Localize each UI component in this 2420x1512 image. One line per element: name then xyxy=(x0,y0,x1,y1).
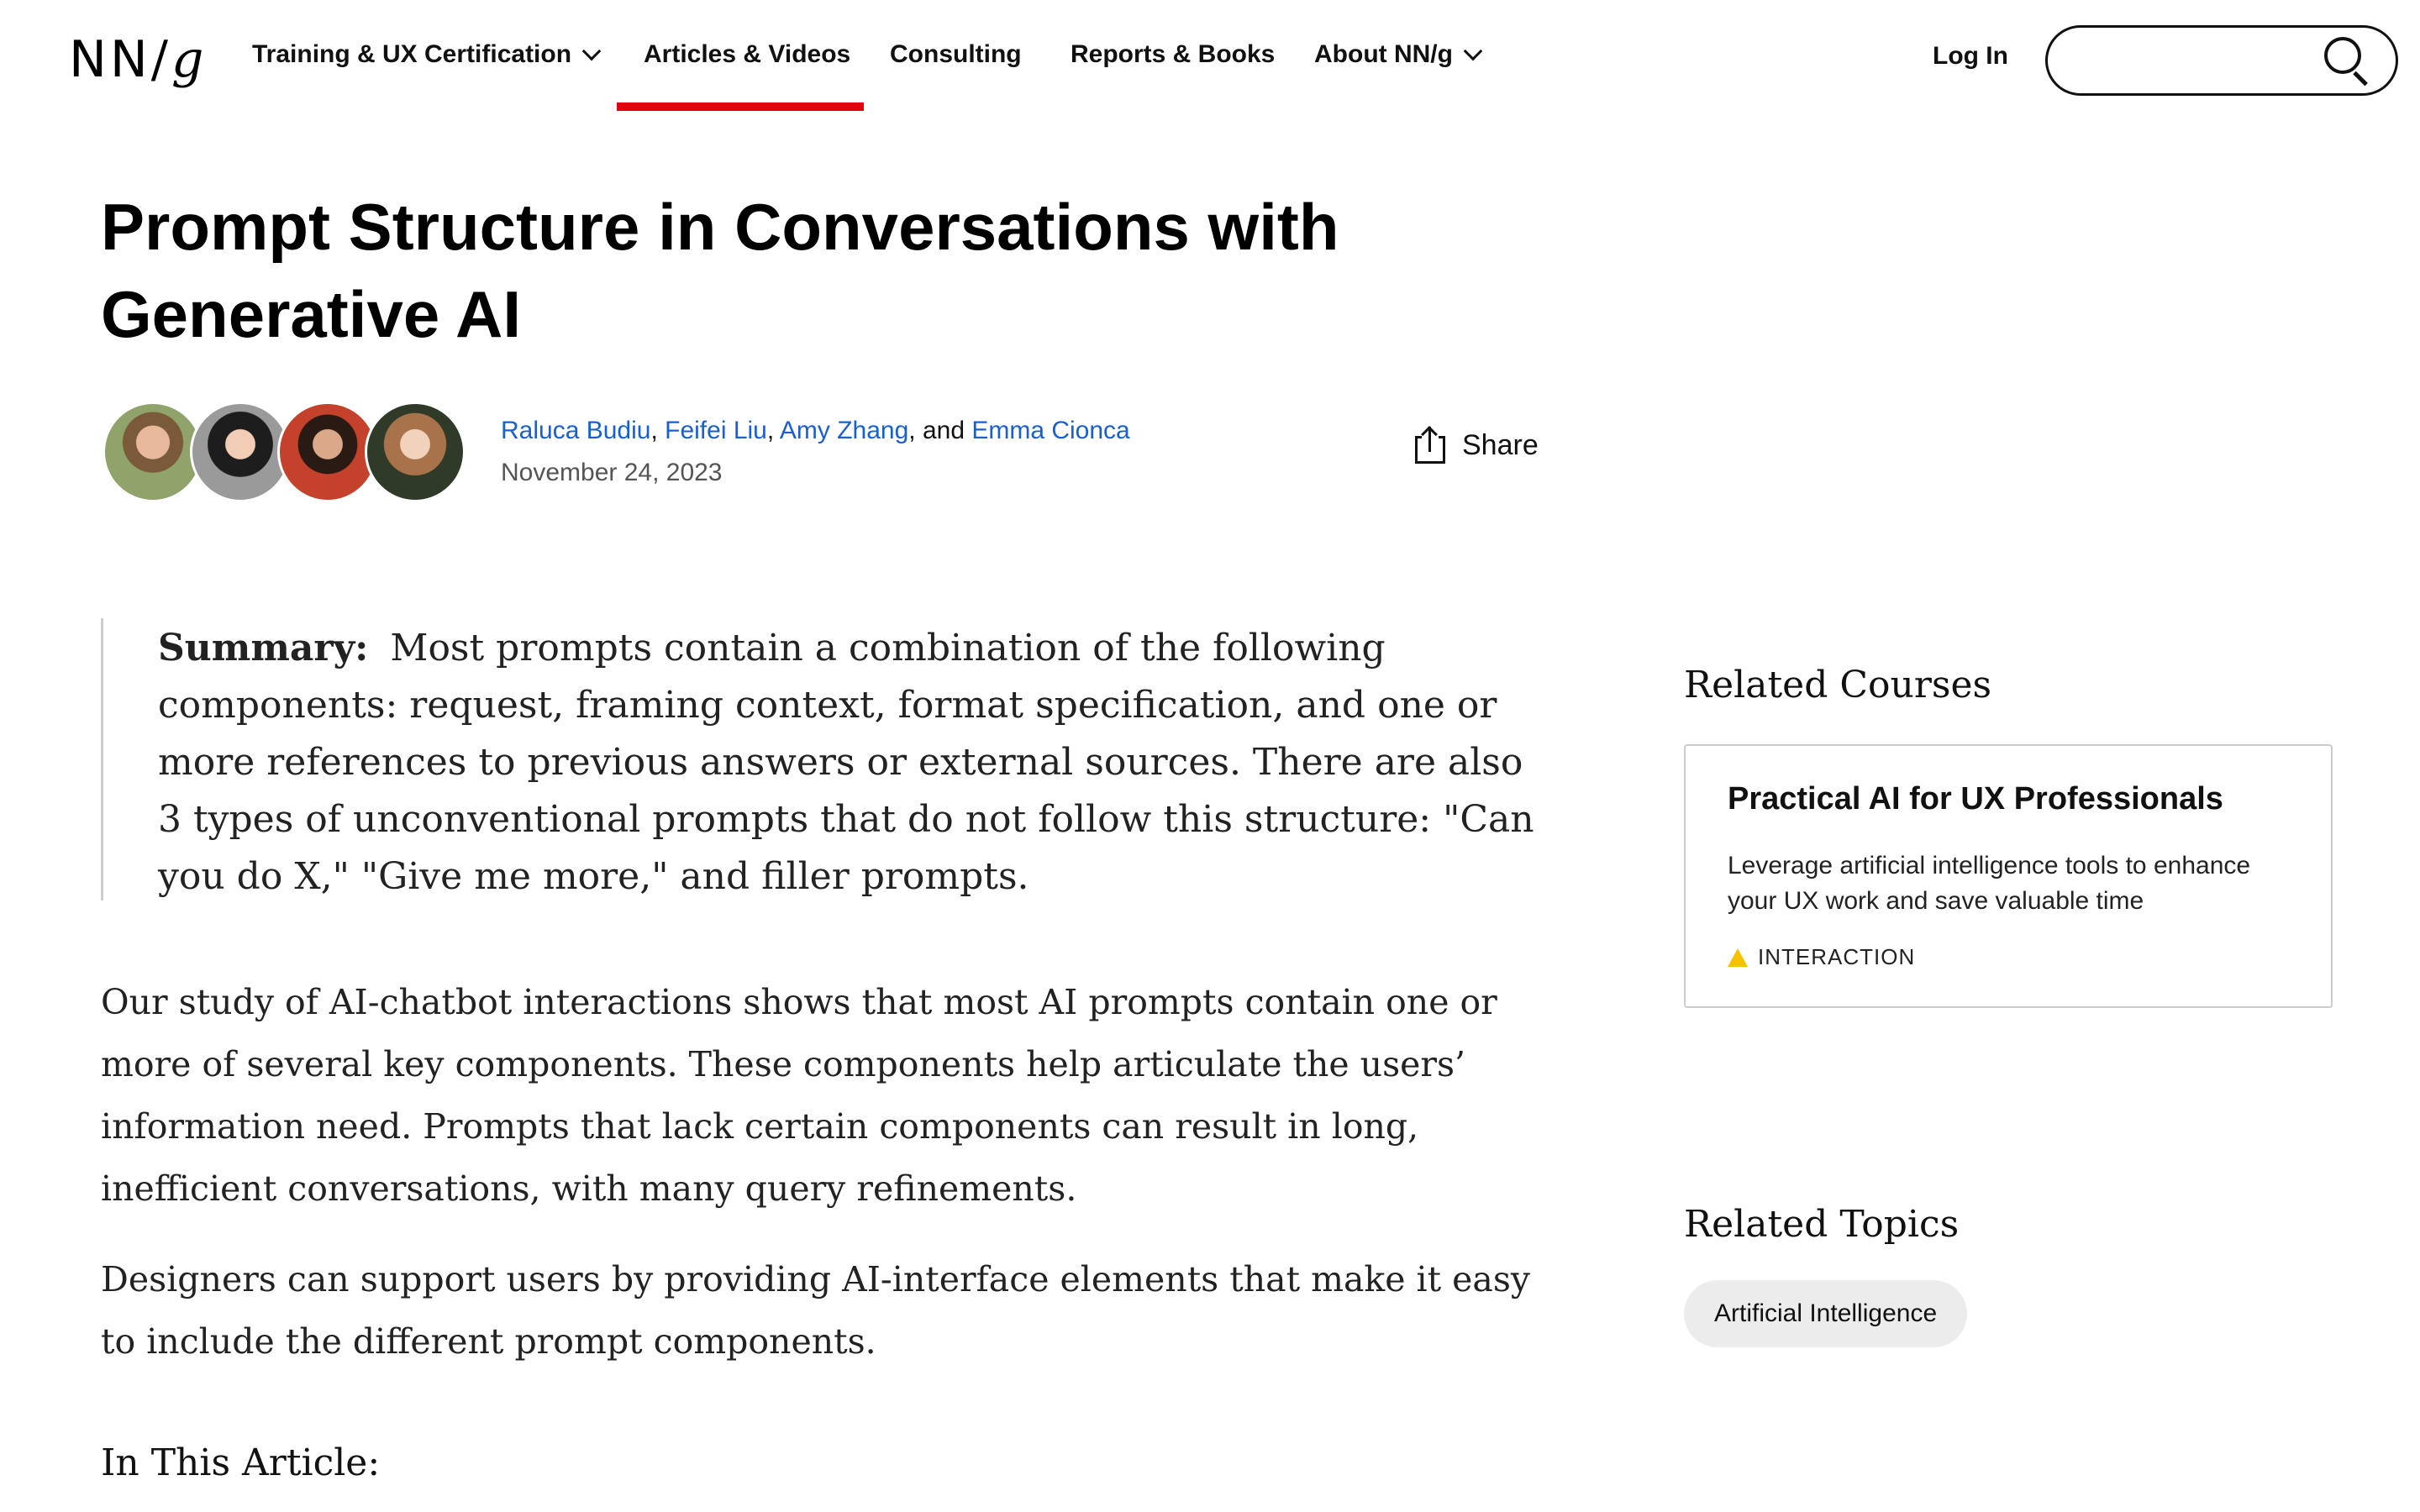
toc-heading: In This Article: xyxy=(101,1441,381,1484)
nav-reports-label: Reports & Books xyxy=(1071,40,1276,68)
article-title: Prompt Structure in Conversations with Generative AI xyxy=(101,190,1339,351)
summary-label: Summary: xyxy=(158,627,369,669)
publish-date: November 24, 2023 xyxy=(501,459,723,486)
avatar-emma-cionca[interactable] xyxy=(365,402,466,502)
nav-reports-books[interactable] xyxy=(1071,40,1275,69)
author-link-amy[interactable]: Amy Zhang xyxy=(779,417,909,444)
avatar-amy-zhang[interactable] xyxy=(277,402,378,502)
course-tag xyxy=(1728,944,1915,970)
nav-about-label: About NN/g xyxy=(1314,40,1453,68)
nav-active-indicator xyxy=(617,102,864,111)
share-button[interactable] xyxy=(1415,427,1539,464)
related-topics-heading: Related Topics xyxy=(1684,1203,1960,1246)
nav-training[interactable] xyxy=(252,40,598,69)
course-tag-label: INTERACTION xyxy=(1758,944,1916,969)
author-separator: , xyxy=(766,417,780,444)
login-link[interactable]: Log In xyxy=(1933,42,2008,70)
nav-consulting-label: Consulting xyxy=(890,40,1022,68)
logo-nn: NN xyxy=(69,30,151,89)
nav-articles-label: Articles & Videos xyxy=(644,40,851,68)
nng-logo[interactable] xyxy=(69,30,207,89)
article-paragraph: Designers can support users by providing AI-interface elements that make it easy to include the different prompt components. xyxy=(101,1259,1531,1362)
author-separator: , and xyxy=(908,417,972,444)
related-courses-heading: Related Courses xyxy=(1684,664,1992,706)
nav-consulting[interactable] xyxy=(890,40,1022,69)
course-description: Leverage artificial intelligence tools to enhance your UX work and save valuable time xyxy=(1728,852,2251,915)
nav-about[interactable] xyxy=(1314,40,1480,69)
author-byline xyxy=(501,417,1130,445)
summary-border xyxy=(101,618,103,900)
share-icon xyxy=(1415,427,1445,464)
nav-articles-videos[interactable] xyxy=(644,40,850,69)
summary-text: Most prompts contain a combination of the following components: request, framing context, format specification, and one or more references to previous answers or external sources. There are also 3 types of unconventional prompts that do not follow this structure: "Can you do X," "Give me more," and filler prompts. xyxy=(158,627,1534,898)
logo-g: g xyxy=(171,30,208,89)
chevron-down-icon xyxy=(582,42,602,61)
author-link-feifei[interactable]: Feifei Liu xyxy=(665,417,767,444)
author-link-emma[interactable]: Emma Cionca xyxy=(971,417,1130,444)
author-separator: , xyxy=(650,417,666,444)
avatar-feifei-liu[interactable] xyxy=(190,402,291,502)
logo-slash: / xyxy=(150,30,171,89)
avatar-raluca-budiu[interactable] xyxy=(103,402,203,502)
article-summary xyxy=(158,620,1544,906)
article-paragraph: Our study of AI-chatbot interactions shows that most AI prompts contain one or more of several key components. These components help articulate the users’ information need. Prompts that lack certain components can result in long, inefficient conversations, with many query refinements. xyxy=(101,982,1497,1209)
course-title[interactable]: Practical AI for UX Professionals xyxy=(1728,781,2223,816)
search-icon[interactable] xyxy=(2324,37,2368,81)
chevron-down-icon xyxy=(1464,42,1483,61)
warning-triangle-icon xyxy=(1728,948,1748,967)
author-link-raluca[interactable]: Raluca Budiu xyxy=(501,417,651,444)
share-label: Share xyxy=(1462,428,1539,461)
nav-training-label: Training & UX Certification xyxy=(252,40,572,68)
topic-pill-artificial-intelligence[interactable]: Artificial Intelligence xyxy=(1684,1280,1967,1347)
